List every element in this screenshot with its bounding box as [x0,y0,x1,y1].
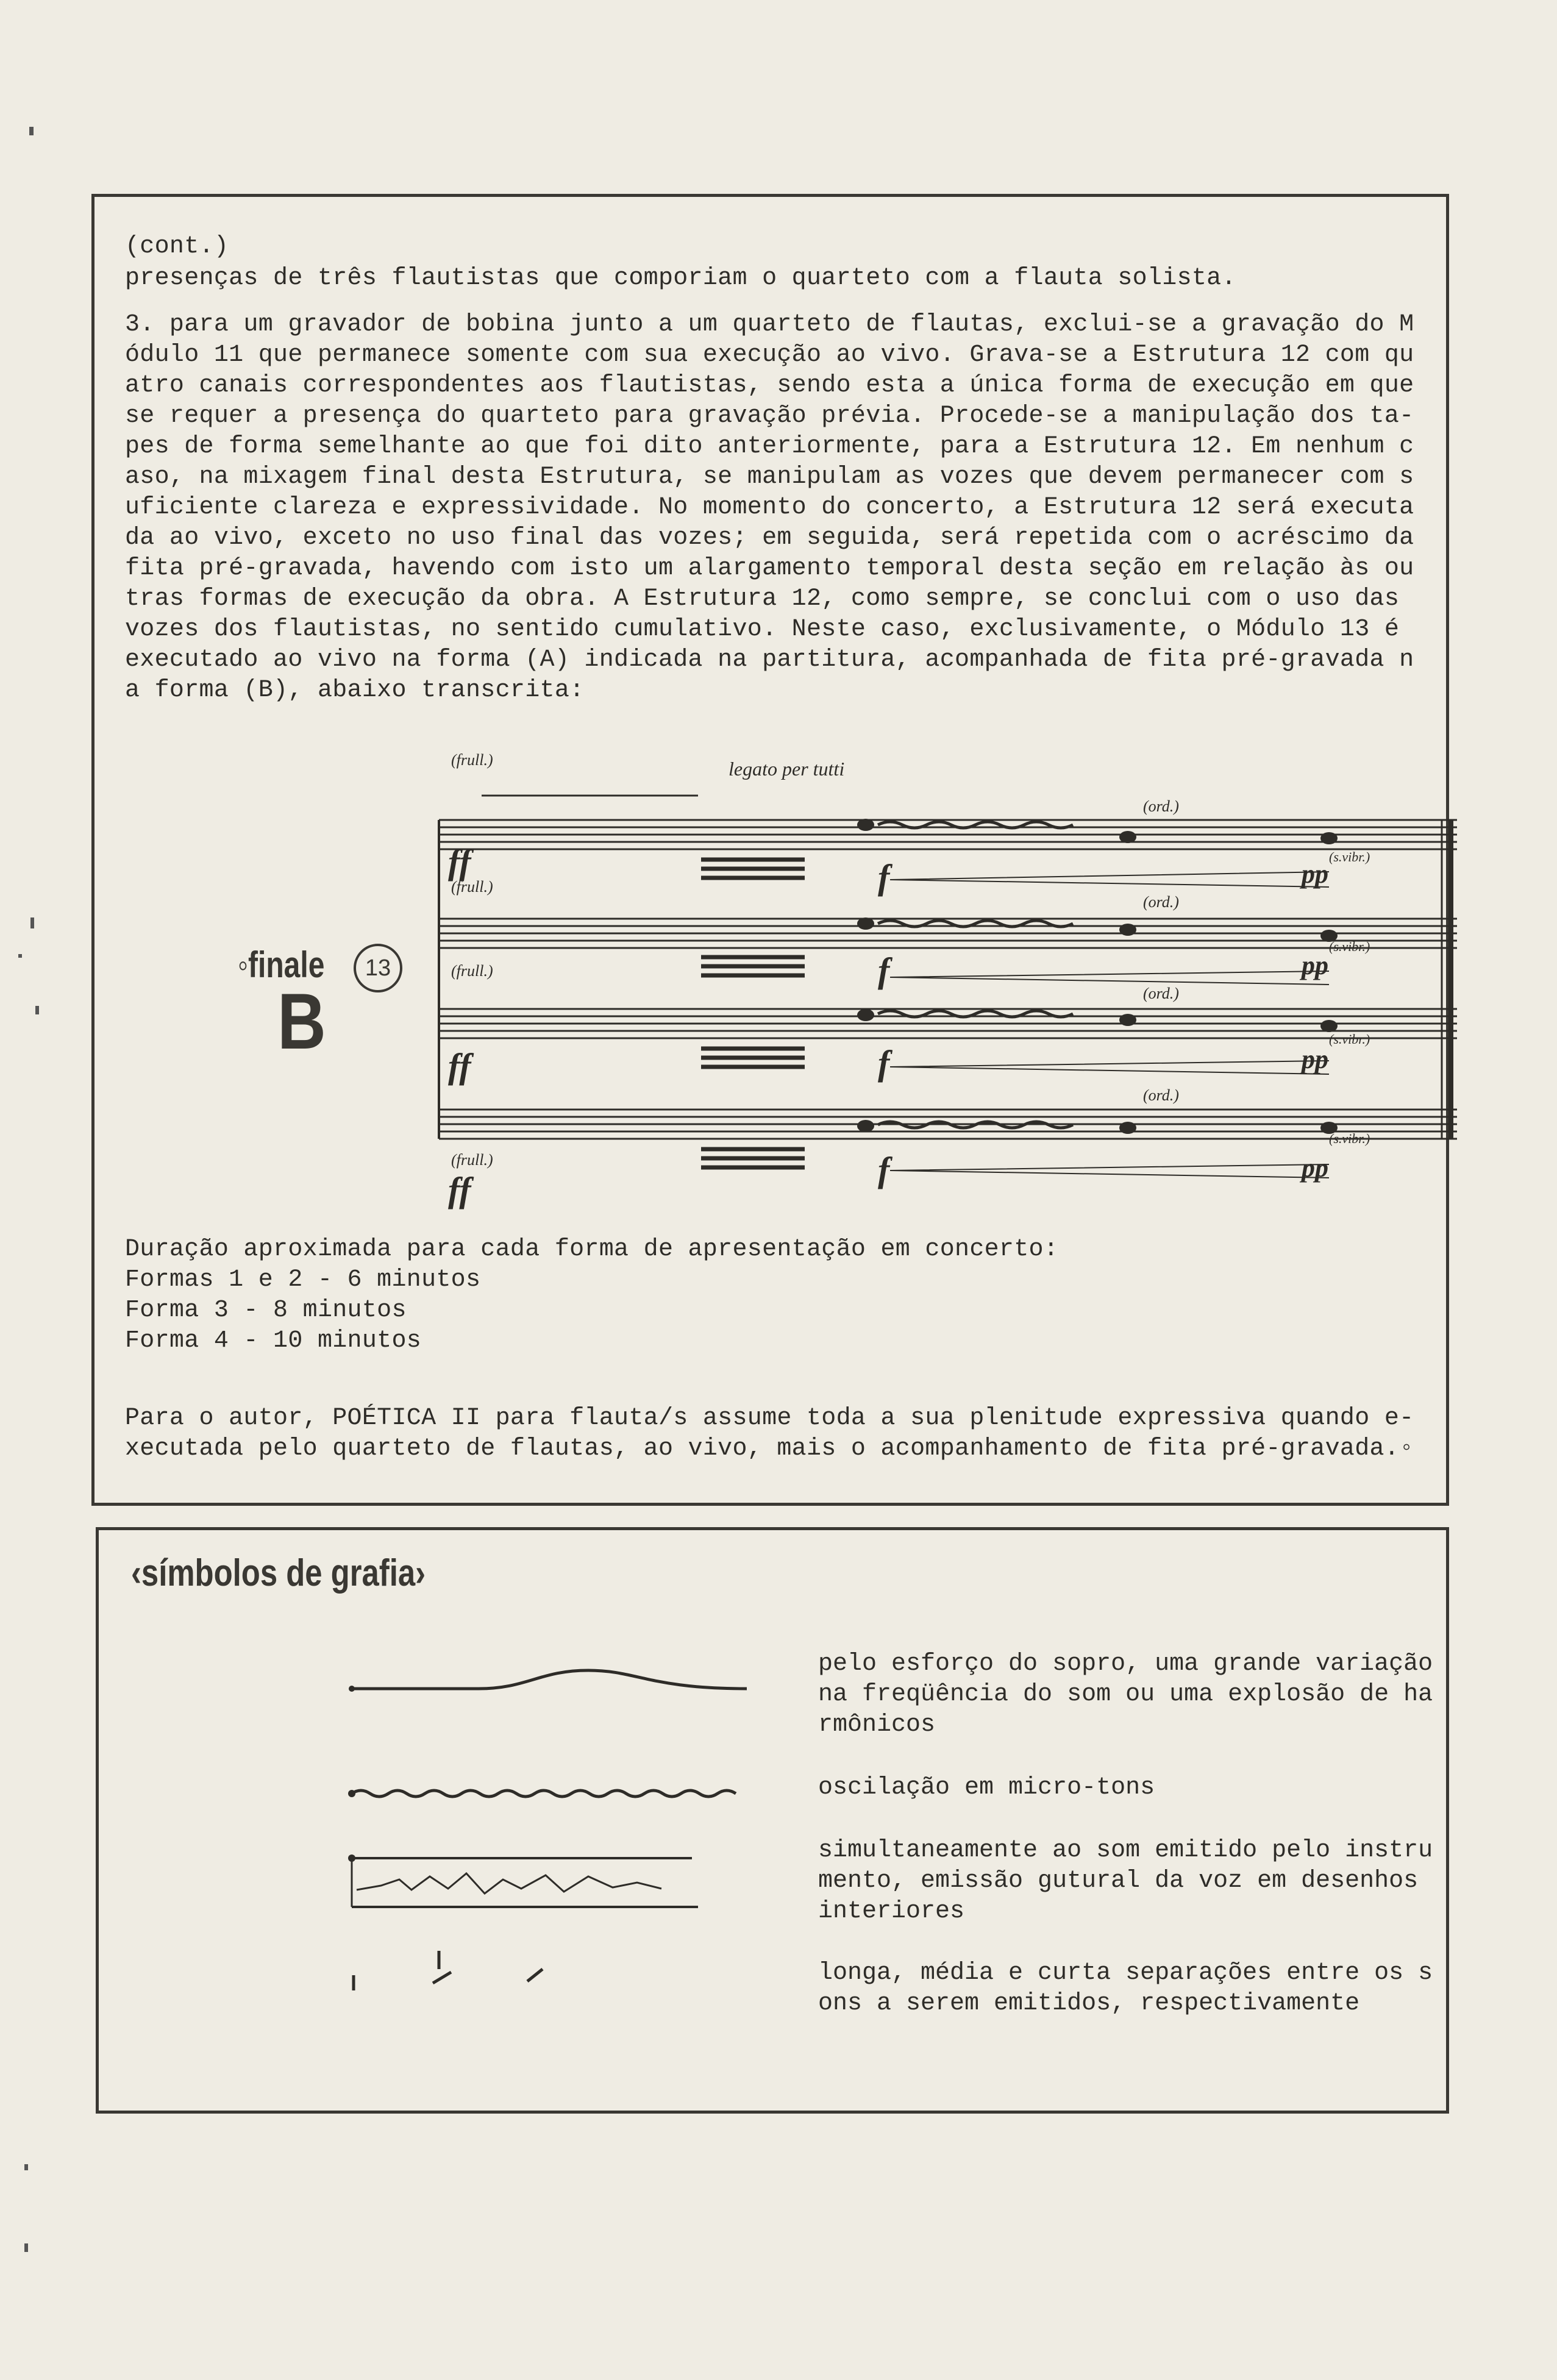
svibr-marking: (s.vibr.) [1329,849,1370,864]
frull-marking: (frull.) [451,962,493,980]
margin-speck [35,1006,39,1014]
svibr-marking: (s.vibr.) [1329,1031,1370,1047]
legato-marking: legato per tutti [729,758,845,780]
svibr-marking: (s.vibr.) [1329,939,1370,954]
paragraph-line: ódulo 11 que permanece somente com sua execução ao vivo. Grava-se a Estrutura 12 com qu [125,341,1414,369]
margin-speck [24,2164,28,2170]
symbol-description: oscilação em micro-tons [818,1774,1155,1801]
form-letter: B [277,977,326,1066]
ff-dynamic: ff [448,842,471,882]
paragraph-line: atro canais correspondentes aos flautistas, sendo esta a única forma de execução em que [125,372,1414,399]
margin-speck [18,954,22,958]
paragraph-line: tras formas de execução da obra. A Estrutura 12, como sempre, se conclui com o uso das [125,585,1400,613]
paragraph-line: vozes dos flautistas, no sentido cumulativo. Neste caso, exclusivamente, o Módulo 13 é [125,616,1400,643]
symbol-description: ons a serem emitidos, respectivamente [818,1990,1360,2017]
paragraph-line: presenças de três flautistas que comporiam o quarteto com a flauta solista. [125,265,1236,292]
symbols-panel [96,1527,1449,2114]
ord-marking: (ord.) [1143,893,1179,911]
symbols-title: ‹símbolos de grafia› [131,1552,426,1594]
symbol-description: simultaneamente ao som emitido pelo instru [818,1837,1433,1864]
f-dynamic: f [878,1150,890,1189]
symbol-description: pelo esforço do sopro, uma grande variação [818,1650,1433,1678]
paragraph-line: uficiente clareza e expressividade. No momento do concerto, a Estrutura 12 será executa [125,494,1414,521]
closing-line: Para o autor, POÉTICA II para flauta/s assume toda a sua plenitude expressiva quando e- [125,1405,1414,1432]
symbol-description: rmônicos [818,1711,936,1739]
margin-speck [30,917,34,928]
frull-marking: (frull.) [451,751,493,769]
margin-speck [24,2243,28,2252]
frull-marking: (frull.) [451,1151,493,1169]
paragraph-line: da ao vivo, exceto no uso final das vozes; em seguida, será repetida com o acréscimo da [125,524,1414,552]
symbol-separations-icon [344,1948,564,1997]
f-dynamic: f [878,950,890,990]
finale-label: ◦finale [238,944,325,985]
paragraph-line: fita pré-gravada, havendo com isto um alargamento temporal desta seção em relação às ou [125,555,1414,582]
symbol-guttural-voice-icon [344,1846,710,1913]
margin-speck [29,127,34,135]
symbol-description: longa, média e curta separações entre os s [818,1959,1433,1987]
pp-dynamic: pp [1302,859,1328,889]
pp-dynamic: pp [1302,1044,1328,1074]
cont-label: (cont.) [125,233,229,260]
paragraph-line: 3. para um gravador de bobina junto a um quarteto de flautas, exclui-se a gravação do M [125,311,1414,338]
closing-line: xecutada pelo quarteto de flautas, ao vivo, mais o acompanhamento de fita pré-gravada.◦ [125,1435,1414,1463]
ord-marking: (ord.) [1143,1086,1179,1104]
ff-dynamic: ff [448,1046,471,1086]
f-dynamic: f [878,857,890,897]
paragraph-line: pes de forma semelhante ao que foi dito anteriormente, para a Estrutura 12. Em nenhum c [125,433,1414,460]
paragraph-line: executado ao vivo na forma (A) indicada na partitura, acompanhada de fita pré-gravada n [125,646,1414,674]
paragraph-line: a forma (B), abaixo transcrita: [125,677,585,704]
symbol-description: na freqüência do som ou uma explosão de ha [818,1681,1433,1708]
paragraph-line: aso, na mixagem final desta Estrutura, se manipulam as vozes que devem permanecer com s [125,463,1414,491]
symbol-breath-variation-icon [344,1661,753,1698]
pp-dynamic: pp [1302,950,1328,980]
ff-dynamic: ff [448,1170,471,1210]
f-dynamic: f [878,1043,890,1083]
symbol-description: interiores [818,1898,965,1925]
symbol-microtone-icon [344,1780,753,1805]
duration-item: Forma 4 - 10 minutos [125,1327,422,1355]
ord-marking: (ord.) [1143,797,1179,815]
symbol-description: mento, emissão gutural da voz em desenhos [818,1867,1419,1895]
pp-dynamic: pp [1302,1153,1328,1183]
duration-title: Duração aproximada para cada forma de apresentação em concerto: [125,1236,1059,1263]
svibr-marking: (s.vibr.) [1329,1131,1370,1146]
frull-marking: (frull.) [451,878,493,896]
duration-item: Formas 1 e 2 - 6 minutos [125,1266,481,1294]
duration-item: Forma 3 - 8 minutos [125,1297,407,1324]
paragraph-line: se requer a presença do quarteto para gravação prévia. Procede-se a manipulação dos ta- [125,402,1414,430]
ord-marking: (ord.) [1143,985,1179,1002]
score-excerpt [427,747,1463,1216]
module-number-circle: 13 [354,944,402,992]
